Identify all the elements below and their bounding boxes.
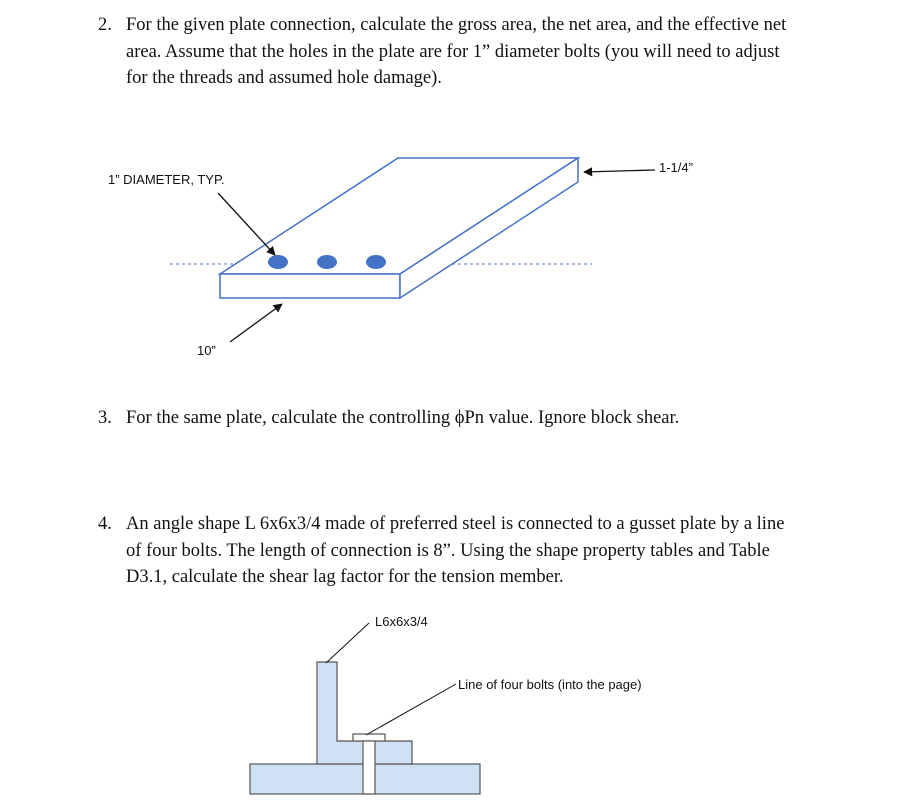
bolt-shank <box>363 741 375 794</box>
question-number: 3. <box>98 408 112 428</box>
plate-front-face <box>220 274 400 298</box>
question-text <box>126 511 784 591</box>
diameter-leader <box>218 193 275 255</box>
bolt-hole <box>317 255 337 269</box>
angle-gusset-figure <box>250 623 480 794</box>
text-line: An angle shape L 6x6x3/4 made of preferred steel is connected to a gusset plate by a line <box>126 514 785 534</box>
question-number: 2. <box>98 15 112 35</box>
bolt-hole <box>366 255 386 269</box>
text-line: for the threads and assumed hole damage). <box>126 68 442 88</box>
text-line: D3.1, calculate the shear lag factor for the tension member. <box>126 567 564 587</box>
bolts-label: Line of four bolts (into the page) <box>458 677 642 692</box>
text-line: For the same plate, calculate the controlling ϕPn value. Ignore block shear. <box>126 408 680 428</box>
text-line: area. Assume that the holes in the plate are for 1” diameter bolts (you will need to adjust <box>126 41 780 62</box>
width-label: 10” <box>197 343 216 358</box>
diameter-label: 1” DIAMETER, TYP. <box>108 172 225 187</box>
question-text <box>126 405 679 432</box>
question-number: 4. <box>98 514 112 534</box>
thickness-label: 1-1/4” <box>659 160 693 175</box>
shape-label: L6x6x3/4 <box>375 614 428 629</box>
thickness-leader <box>584 170 655 172</box>
width-leader <box>230 304 282 342</box>
text-line: of four bolts. The length of connection is 8”. Using the shape property tables and Table <box>126 540 770 561</box>
shape-leader <box>326 623 369 663</box>
bolts-leader <box>366 684 456 735</box>
bolt-head <box>353 734 385 741</box>
text-line: For the given plate connection, calculate the gross area, the net area, and the effective net <box>126 15 787 35</box>
bolt-hole <box>268 255 288 269</box>
